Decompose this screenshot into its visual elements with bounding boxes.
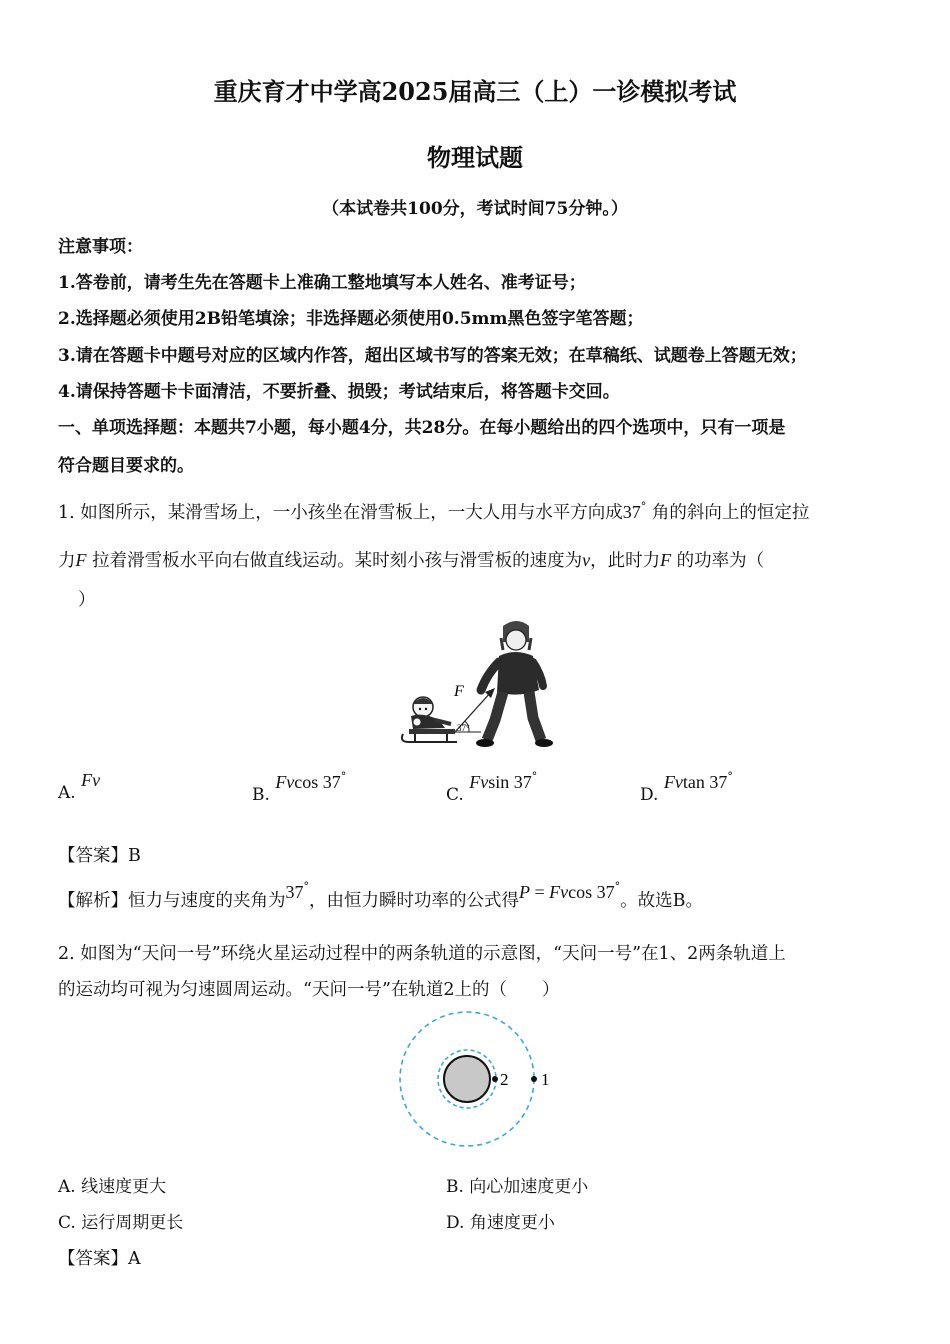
q1-analysis: 【解析】恒力与速度的夹角为37°，由恒力瞬时功率的公式得P = Fvcos 37°。故选B。	[58, 880, 704, 911]
subject-title: 物理试题	[427, 143, 523, 172]
q1-line1: 1. 如图所示，某滑雪场上，一小孩坐在滑雪板上，一大人用与水平方向成37° 角的斜向上的恒定拉	[58, 500, 810, 523]
mars-icon	[444, 1056, 490, 1102]
sled-icon	[402, 729, 457, 742]
q2-option-a[interactable]: A. 线速度更大	[58, 1177, 167, 1197]
adult-icon	[476, 621, 553, 747]
note-item: 3.请在答题卡中题号对应的区域内作答，超出区域书写的答案无效；在草稿纸、试题卷上答题无效；	[58, 346, 807, 366]
q1-answer: 【答案】B	[58, 846, 141, 866]
note-item: 4.请保持答题卡卡面清洁，不要折叠、损毁；考试结束后，将答题卡交回。	[58, 382, 620, 402]
force-label: F	[454, 683, 464, 700]
q1-line2: 力F 拉着滑雪板水平向右做直线运动。某时刻小孩与滑雪板的速度为v，此时力F 的功率为（	[58, 550, 765, 571]
q1-option-c[interactable]: C. Fvsin 37°	[446, 770, 538, 805]
q2-option-d[interactable]: D. 角速度更小	[446, 1213, 555, 1233]
orbit-1-label: 1	[541, 1070, 550, 1089]
q1-line3: ）	[78, 590, 96, 610]
notes-heading: 注意事项：	[58, 237, 143, 257]
q2-line2: 的运动均可视为匀速圆周运动。“天问一号”在轨道2上的（ ）	[58, 980, 560, 1000]
sled-figure	[395, 612, 555, 752]
q2-option-b[interactable]: B. 向心加速度更小	[446, 1177, 589, 1197]
q2-option-c[interactable]: C. 运行周期更长	[58, 1213, 184, 1233]
q2-line1: 2. 如图为“天问一号”环绕火星运动过程中的两条轨道的示意图，“天问一号”在1、2两条轨道上	[58, 944, 786, 964]
note-item: 1.答卷前，请考生先在答题卡上准确工整地填写本人姓名、准考证号；	[58, 273, 586, 293]
q1-option-d[interactable]: D. Fvtan 37°	[640, 770, 733, 805]
exam-title: 重庆育才中学高2025届高三（上）一诊模拟考试	[213, 77, 737, 106]
exam-info: （本试卷共100分，考试时间75分钟。）	[322, 199, 628, 219]
angle-label: 37°	[457, 723, 470, 733]
q2-answer: 【答案】A	[58, 1249, 141, 1269]
note-item: 2.选择题必须使用2B铅笔填涂；非选择题必须使用0.5mm黑色签字笔答题；	[58, 309, 644, 329]
orbit-2-label: 2	[500, 1070, 509, 1089]
orbit-figure	[395, 1008, 565, 1154]
q1-option-b[interactable]: B. Fvcos 37°	[252, 770, 347, 805]
section-heading: 一、单项选择题：本题共7小题，每小题4分，共28分。在每小题给出的四个选项中，只有一项是	[58, 418, 786, 438]
orbit-2-point	[492, 1076, 498, 1082]
child-icon	[411, 697, 451, 729]
section-heading-cont: 符合题目要求的。	[58, 456, 194, 476]
orbit-1-point	[531, 1076, 537, 1082]
q1-option-a[interactable]: A. Fv	[58, 770, 101, 803]
